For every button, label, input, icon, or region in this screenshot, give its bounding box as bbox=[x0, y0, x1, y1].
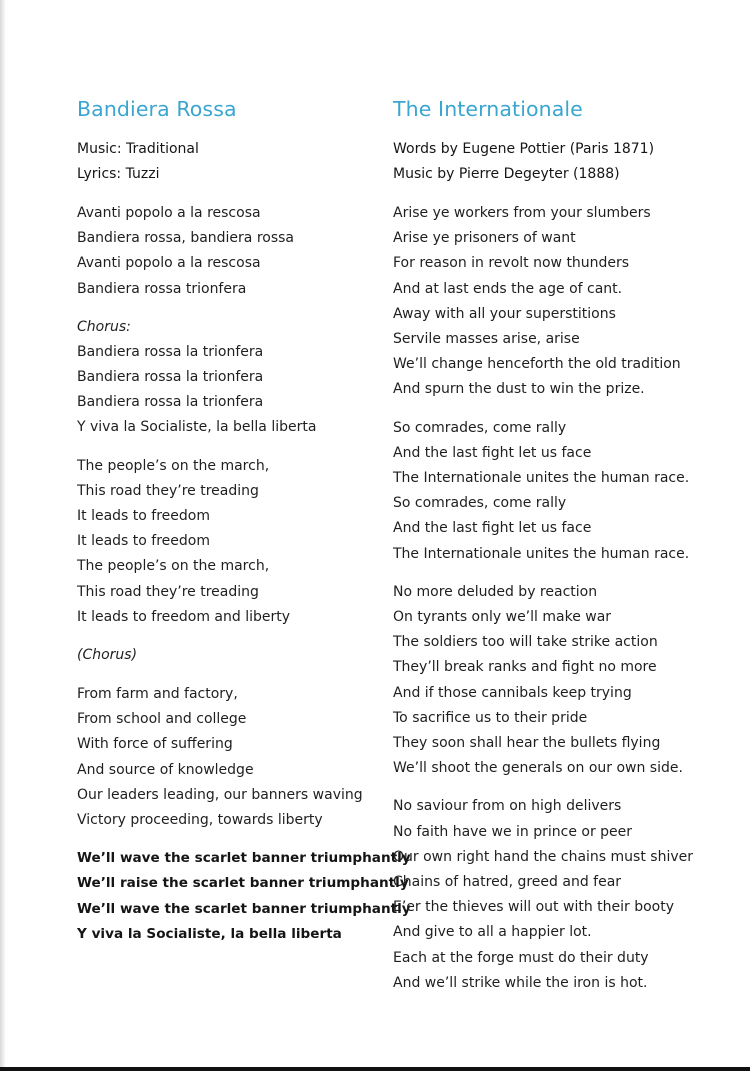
song-bandiera-rossa bbox=[77, 95, 411, 960]
lyric-line: From school and college bbox=[77, 711, 247, 728]
lyric-line: Bandiera rossa la trionfera bbox=[77, 343, 264, 360]
lyric-line: The Internationale unites the human race. bbox=[393, 470, 690, 487]
lyric-line: Away with all your superstitions bbox=[393, 305, 616, 322]
lyric-line: Victory proceeding, towards liberty bbox=[77, 812, 323, 829]
lyric-line: No more deluded by reaction bbox=[393, 583, 598, 600]
stanza-chorus bbox=[77, 315, 377, 441]
credit-line: Music: Traditional bbox=[77, 141, 199, 157]
lyric-line: We’ll shoot the generals on our own side. bbox=[393, 760, 683, 777]
lyric-line: Y viva la Socialiste, la bella liberta bbox=[77, 419, 317, 436]
lyric-line: Avanti popolo a la rescosa bbox=[77, 255, 261, 272]
lyric-line: And at last ends the age of cant. bbox=[393, 280, 623, 297]
song-credits bbox=[393, 137, 743, 187]
lyric-line: So comrades, come rally bbox=[393, 495, 567, 512]
lyric-line: They soon shall hear the bullets flying bbox=[393, 735, 661, 752]
lyric-line: This road they’re treading bbox=[77, 583, 259, 600]
lyric-line: So comrades, come rally bbox=[393, 419, 567, 436]
lyric-line: We’ll change henceforth the old tradition bbox=[393, 356, 681, 373]
lyric-line: And give to all a happier lot. bbox=[393, 924, 592, 941]
lyric-line: We’ll raise the scarlet banner triumphantly bbox=[77, 875, 409, 892]
lyric-line: Bandiera rossa, bandiera rossa bbox=[77, 230, 295, 247]
stanza-verse-1 bbox=[393, 201, 743, 403]
lyric-line: And the last fight let us face bbox=[393, 444, 592, 461]
lyric-line: Our leaders leading, our banners waving bbox=[77, 786, 363, 803]
stanza-verse-2 bbox=[77, 454, 377, 630]
lyric-line: Servile masses arise, arise bbox=[393, 331, 580, 348]
lyric-line: On tyrants only we’ll make war bbox=[393, 609, 612, 626]
lyric-line: This road they’re treading bbox=[77, 482, 259, 499]
lyric-line: Avanti popolo a la rescosa bbox=[77, 205, 261, 221]
lyric-line: Bandiera rossa la trionfera bbox=[77, 369, 264, 386]
lyric-line: It leads to freedom bbox=[77, 533, 210, 550]
lyric-line: We’ll wave the scarlet banner triumphantly bbox=[77, 850, 411, 867]
lyric-line: From farm and factory, bbox=[77, 686, 238, 703]
lyric-line: Bandiera rossa trionfera bbox=[77, 280, 247, 297]
song-credits bbox=[77, 137, 377, 187]
lyric-line: The Internationale unites the human race. bbox=[393, 545, 690, 562]
lyric-line: No saviour from on high delivers bbox=[393, 798, 622, 815]
credit-line: Words by Eugene Pottier (Paris 1871) bbox=[393, 141, 655, 157]
lyric-line: Bandiera rossa la trionfera bbox=[77, 394, 264, 411]
lyric-line: It leads to freedom bbox=[77, 508, 210, 525]
lyric-line: The soldiers too will take strike action bbox=[393, 634, 658, 651]
stanza-verse-3 bbox=[77, 682, 377, 833]
lyric-line: And the last fight let us face bbox=[393, 520, 592, 537]
lyric-line: And if those cannibals keep trying bbox=[393, 684, 632, 701]
chorus-label: Chorus: bbox=[77, 318, 131, 335]
stanza-verse-1 bbox=[77, 201, 377, 302]
credit-line: Music by Pierre Degeyter (1888) bbox=[393, 166, 620, 182]
bottom-page-rule bbox=[0, 1067, 750, 1078]
lyric-line: And source of knowledge bbox=[77, 761, 254, 778]
stanza-verse-3 bbox=[393, 794, 743, 996]
chorus-repeat-label: (Chorus) bbox=[77, 647, 138, 664]
lyric-line: With force of suffering bbox=[77, 736, 233, 753]
song-title: Bandiera Rossa bbox=[77, 97, 237, 121]
lyric-line: It leads to freedom and liberty bbox=[77, 608, 291, 625]
lyric-line: E’er the thieves will out with their booty bbox=[393, 899, 675, 916]
lyric-line: Arise ye workers from your slumbers bbox=[393, 205, 651, 221]
lyric-line: Arise ye prisoners of want bbox=[393, 230, 576, 247]
stanza-verse-2 bbox=[393, 580, 743, 782]
lyric-line: Our own right hand the chains must shiver bbox=[393, 848, 693, 865]
stanza-finale bbox=[77, 846, 411, 947]
lyric-line: The people’s on the march, bbox=[77, 558, 270, 575]
song-the-internationale bbox=[393, 95, 743, 1009]
lyric-line: Each at the forge must do their duty bbox=[393, 949, 649, 966]
lyric-line: They’ll break ranks and fight no more bbox=[393, 659, 657, 676]
lyric-line: And spurn the dust to win the prize. bbox=[393, 381, 645, 398]
lyric-line: We’ll wave the scarlet banner triumphantly bbox=[77, 900, 411, 917]
lyric-line: Chains of hatred, greed and fear bbox=[393, 874, 622, 891]
lyric-line: To sacrifice us to their pride bbox=[393, 709, 588, 726]
stanza-chorus bbox=[393, 416, 743, 567]
song-title: The Internationale bbox=[393, 97, 583, 121]
lyric-line: Y viva la Socialiste, la bella liberta bbox=[77, 925, 342, 942]
lyric-line: The people’s on the march, bbox=[77, 457, 270, 474]
lyric-line: No faith have we in prince or peer bbox=[393, 823, 633, 840]
credit-line: Lyrics: Tuzzi bbox=[77, 166, 160, 182]
lyric-line: And we’ll strike while the iron is hot. bbox=[393, 974, 648, 991]
lyric-line: For reason in revolt now thunders bbox=[393, 255, 630, 272]
page-edge-shadow bbox=[0, 0, 6, 1078]
stanza-chorus-repeat bbox=[77, 643, 377, 668]
